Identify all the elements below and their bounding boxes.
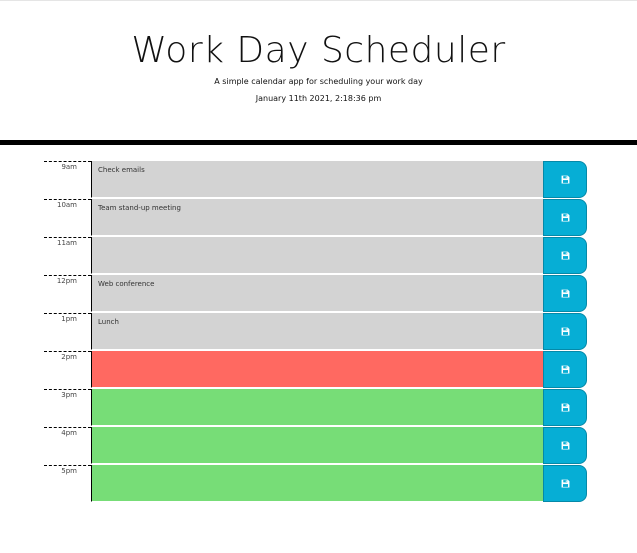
save-button[interactable] (543, 161, 587, 198)
current-day: January 11th 2021, 2:18:36 pm (255, 94, 382, 103)
save-icon (561, 479, 570, 488)
hour-cell (44, 161, 91, 199)
save-button[interactable] (543, 351, 587, 388)
save-button[interactable] (543, 389, 587, 426)
save-icon (561, 175, 570, 184)
hour-cell (44, 389, 91, 427)
save-button[interactable] (543, 237, 587, 274)
event-description-input[interactable] (91, 237, 543, 274)
time-block-row (0, 465, 637, 503)
hour-label: 9am (61, 163, 77, 171)
hour-cell (44, 427, 91, 465)
time-block-row (0, 313, 637, 351)
event-description-input[interactable] (91, 465, 543, 502)
hour-label: 12pm (56, 277, 77, 285)
save-button[interactable] (543, 465, 587, 502)
time-block-row (0, 427, 637, 465)
hour-cell (44, 237, 91, 275)
header-divider (0, 140, 637, 145)
save-icon (561, 365, 570, 374)
save-button[interactable] (543, 199, 587, 236)
time-block-row (0, 351, 637, 389)
save-icon (561, 213, 570, 222)
time-block-row (0, 389, 637, 427)
time-block-row (0, 161, 637, 199)
hour-cell (44, 275, 91, 313)
hour-cell (44, 351, 91, 389)
save-icon (561, 289, 570, 298)
hour-label: 1pm (61, 315, 77, 323)
time-block-row (0, 237, 637, 275)
event-description-input[interactable] (91, 427, 543, 464)
hour-label: 2pm (61, 353, 77, 361)
event-description-input[interactable] (91, 389, 543, 426)
page-header (0, 0, 637, 140)
save-button[interactable] (543, 427, 587, 464)
save-icon (561, 403, 570, 412)
event-description-input[interactable] (91, 199, 543, 236)
hour-label: 4pm (61, 429, 77, 437)
hour-cell (44, 313, 91, 351)
hour-cell (44, 465, 91, 503)
time-block-row (0, 275, 637, 313)
hour-cell (44, 199, 91, 237)
event-description-input[interactable] (91, 313, 543, 350)
save-icon (561, 327, 570, 336)
event-description-input[interactable] (91, 161, 543, 198)
hour-label: 10am (56, 201, 77, 209)
save-button[interactable] (543, 275, 587, 312)
save-button[interactable] (543, 313, 587, 350)
hour-label: 3pm (61, 391, 77, 399)
page-subtitle: A simple calendar app for scheduling your work day (214, 77, 423, 86)
event-description-input[interactable] (91, 351, 543, 388)
event-description-input[interactable] (91, 275, 543, 312)
time-block-row (0, 199, 637, 237)
save-icon (561, 441, 570, 450)
save-icon (561, 251, 570, 260)
hour-label: 5pm (61, 467, 77, 475)
hour-label: 11am (56, 239, 77, 247)
page-title: Work Day Scheduler (131, 30, 506, 71)
